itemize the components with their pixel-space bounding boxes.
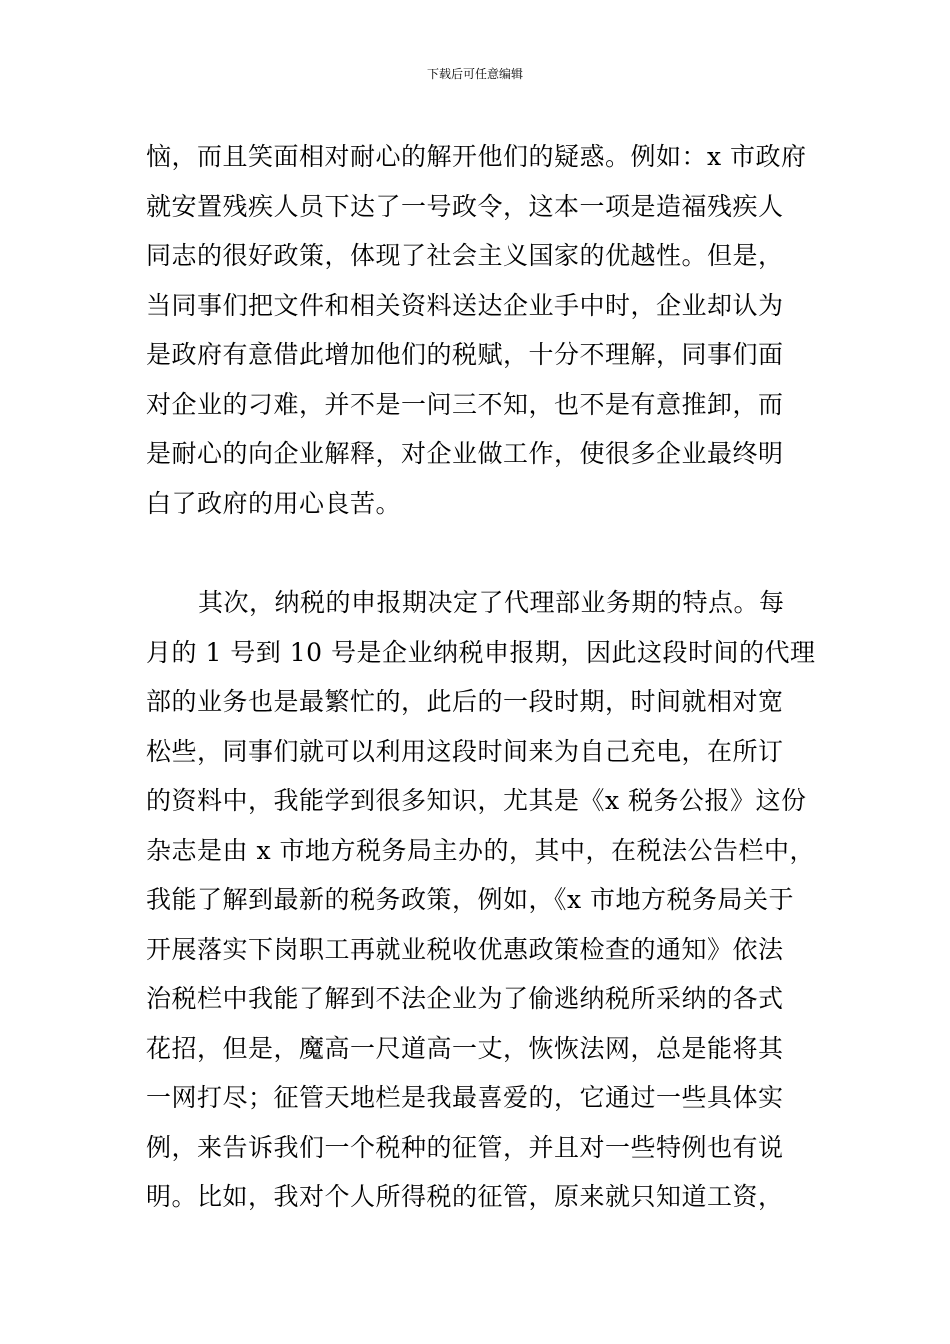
text-line: 当同事们把文件和相关资料送达企业手中时，企业却认为 bbox=[146, 290, 784, 320]
text-line: 同志的很好政策，体现了社会主义国家的优越性。但是， bbox=[146, 241, 784, 270]
text-line: 的资料中，我能学到很多知识，尤其是《x 税务公报》这份 bbox=[146, 786, 807, 815]
text-line: 例，来告诉我们一个税种的征管，并且对一些特例也有说 bbox=[146, 1132, 784, 1162]
text-line: 松些，同事们就可以利用这段时间来为自己充电，在所订 bbox=[146, 736, 784, 766]
text-line: 我能了解到最新的税务政策，例如，《x 市地方税务局关于 bbox=[146, 885, 795, 914]
document-body bbox=[146, 132, 816, 1222]
text-line: 开展落实下岗职工再就业税收优惠政策检查的通知》依法 bbox=[146, 934, 784, 964]
text-line: 就安置残疾人员下达了一号政令，这本一项是造福残疾人 bbox=[146, 191, 784, 221]
text-line: 花招，但是，魔高一尺道高一丈，恢恢法网，总是能将其 bbox=[146, 1033, 784, 1063]
text-line: 白了政府的用心良苦。 bbox=[146, 488, 402, 518]
text-line: 明。比如，我对个人所得税的征管，原来就只知道工资， bbox=[146, 1182, 784, 1211]
text-line: 部的业务也是最繁忙的，此后的一段时期，时间就相对宽 bbox=[146, 687, 784, 716]
page-header: 下载后可任意编辑 bbox=[426, 67, 523, 81]
text-line: 恼，而且笑面相对耐心的解开他们的疑惑。例如：x 市政府 bbox=[146, 142, 807, 171]
text-line: 对企业的刁难，并不是一问三不知，也不是有意推卸，而 bbox=[146, 389, 784, 419]
text-line: 一网打尽；征管天地栏是我最喜爱的，它通过一些具体实 bbox=[146, 1083, 784, 1112]
text-line: 治税栏中我能了解到不法企业为了偷逃纳税所采纳的各式 bbox=[146, 984, 784, 1013]
text-line: 其次，纳税的申报期决定了代理部业务期的特点。每 bbox=[198, 588, 785, 617]
text-line: 杂志是由 x 市地方税务局主办的，其中，在税法公告栏中， bbox=[146, 835, 815, 865]
paragraph bbox=[146, 578, 816, 1222]
text-line: 是耐心的向企业解释，对企业做工作，使很多企业最终明 bbox=[146, 439, 784, 468]
paragraph bbox=[146, 132, 810, 528]
text-line: 是政府有意借此增加他们的税赋，十分不理解，同事们面 bbox=[146, 340, 784, 369]
text-line: 月的 1 号到 10 号是企业纳税申报期，因此这段时间的代理 bbox=[146, 637, 816, 667]
